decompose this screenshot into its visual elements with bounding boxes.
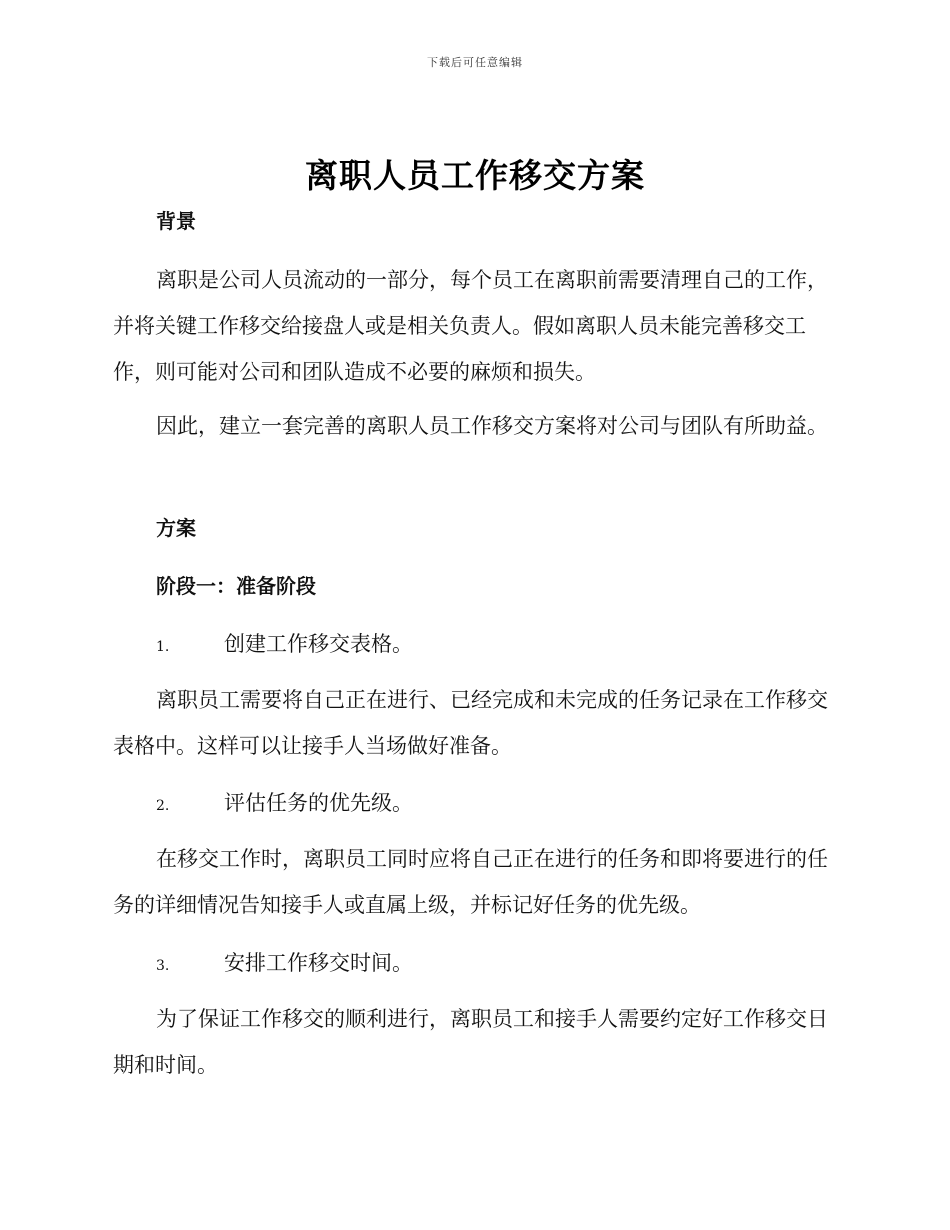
section-heading-plan: 方案 (156, 516, 196, 540)
list-number: 1. (156, 639, 170, 655)
list-item-3-description: 为了保证工作移交的顺利进行，离职员工和接手人需要约定好工作移交日期和时间。 (113, 1007, 828, 1077)
list-number: 2. (156, 798, 170, 814)
stage-heading-1: 阶段一：准备阶段 (156, 574, 316, 598)
background-paragraph-2: 因此，建立一套完善的离职人员工作移交方案将对公司与团队有所助益。 (156, 414, 828, 438)
list-label: 创建工作移交表格。 (224, 632, 413, 656)
list-item-2-description: 在移交工作时，离职员工同时应将自己正在进行的任务和即将要进行的任务的详细情况告知接手人或直属上级，并标记好任务的优先级。 (113, 847, 828, 917)
list-item-2 (156, 788, 836, 821)
list-item-3 (156, 948, 836, 981)
section-heading-background: 背景 (156, 209, 196, 233)
list-label: 评估任务的优先级。 (224, 791, 413, 815)
header-note: 下载后可任意编辑 (427, 56, 523, 69)
list-label: 安排工作移交时间。 (224, 951, 413, 975)
list-number: 3. (156, 958, 170, 974)
list-item-1 (156, 629, 836, 662)
document-title: 离职人员工作移交方案 (305, 156, 645, 195)
background-paragraph-1: 离职是公司人员流动的一部分，每个员工在离职前需要清理自己的工作，并将关键工作移交给接盘人或是相关负责人。假如离职人员未能完善移交工作，则可能对公司和团队造成不必要的麻烦和损失。 (113, 268, 828, 384)
list-item-1-description: 离职员工需要将自己正在进行、已经完成和未完成的任务记录在工作移交表格中。这样可以让接手人当场做好准备。 (113, 688, 828, 758)
